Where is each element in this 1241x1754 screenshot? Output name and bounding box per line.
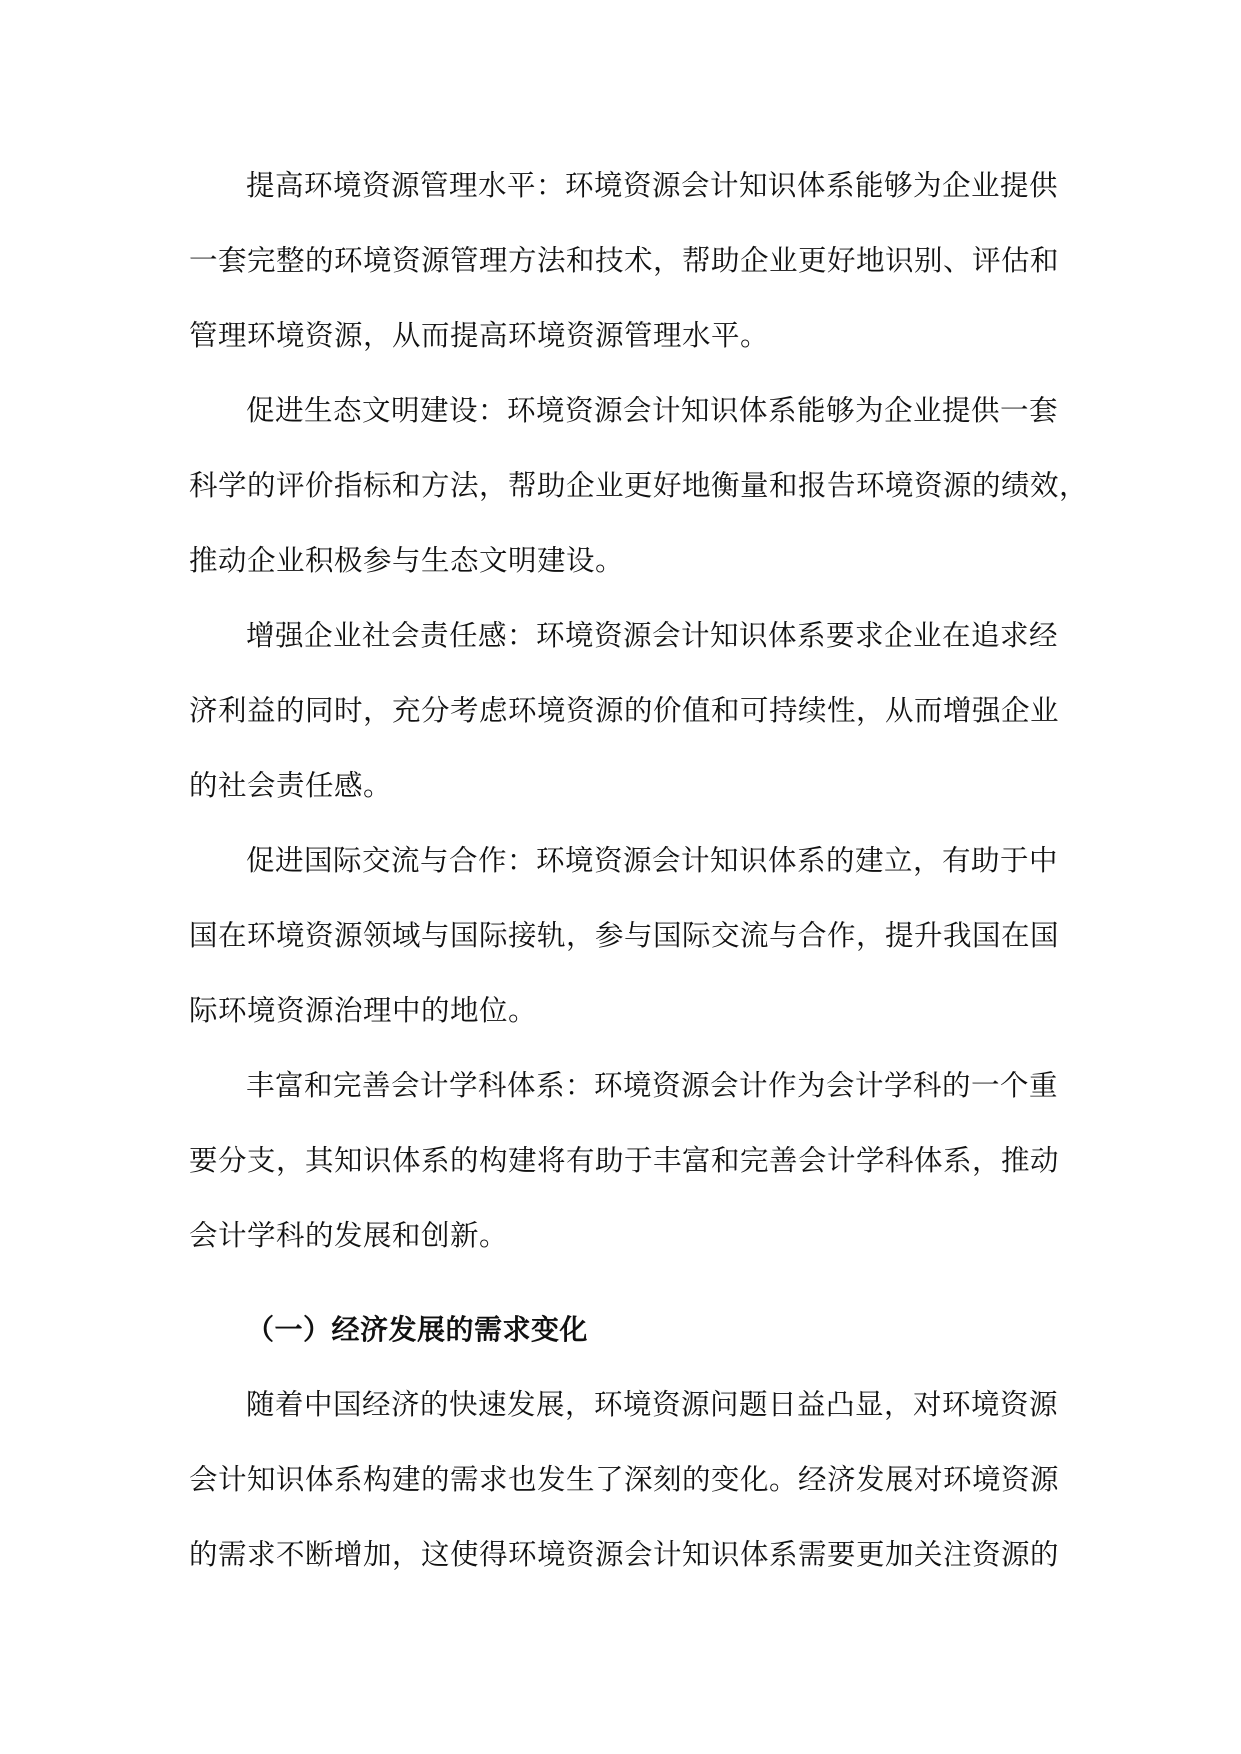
paragraph-social-responsibility	[189, 598, 1060, 823]
paragraph-accounting-discipline	[189, 1048, 1060, 1273]
paragraph-line: 促进国际交流与合作：环境资源会计知识体系的建立，有助于中	[246, 844, 1059, 877]
paragraph-line: 的社会责任感。	[189, 769, 393, 802]
paragraph-line: 的需求不断增加，这使得环境资源会计知识体系需要更加关注资源的	[189, 1538, 1060, 1571]
paragraph-line: 济利益的同时，充分考虑环境资源的价值和可持续性，从而增强企业	[189, 694, 1060, 727]
paragraph-line: 促进生态文明建设：环境资源会计知识体系能够为企业提供一套	[246, 394, 1059, 427]
paragraph-line: 要分支，其知识体系的构建将有助于丰富和完善会计学科体系，推动	[189, 1144, 1060, 1177]
paragraph-international-cooperation	[189, 823, 1060, 1048]
paragraph-line: 推动企业积极参与生态文明建设。	[189, 544, 625, 577]
paragraph-ecological-civilization	[189, 373, 1089, 598]
section-heading: （一）经济发展的需求变化	[246, 1313, 589, 1346]
paragraph-line: 会计知识体系构建的需求也发生了深刻的变化。经济发展对环境资源	[189, 1463, 1060, 1496]
paragraph-line: 科学的评价指标和方法，帮助企业更好地衡量和报告环境资源的绩效，	[189, 469, 1089, 502]
paragraph-line: 际环境资源治理中的地位。	[189, 994, 538, 1027]
paragraph-line: 丰富和完善会计学科体系：环境资源会计作为会计学科的一个重	[246, 1069, 1059, 1102]
paragraph-line: 一套完整的环境资源管理方法和技术，帮助企业更好地识别、评估和	[189, 244, 1060, 277]
paragraph-management-level	[189, 148, 1060, 373]
paragraph-line: 随着中国经济的快速发展，环境资源问题日益凸显，对环境资源	[246, 1388, 1059, 1421]
document-body	[189, 148, 1089, 1592]
paragraph-economic-demand	[189, 1367, 1060, 1592]
paragraph-line: 管理环境资源，从而提高环境资源管理水平。	[189, 319, 770, 352]
paragraph-line: 国在环境资源领域与国际接轨，参与国际交流与合作，提升我国在国	[189, 919, 1060, 952]
paragraph-line: 增强企业社会责任感：环境资源会计知识体系要求企业在追求经	[246, 619, 1059, 652]
paragraph-line: 提高环境资源管理水平：环境资源会计知识体系能够为企业提供	[246, 169, 1059, 202]
paragraph-line: 会计学科的发展和创新。	[189, 1219, 509, 1252]
